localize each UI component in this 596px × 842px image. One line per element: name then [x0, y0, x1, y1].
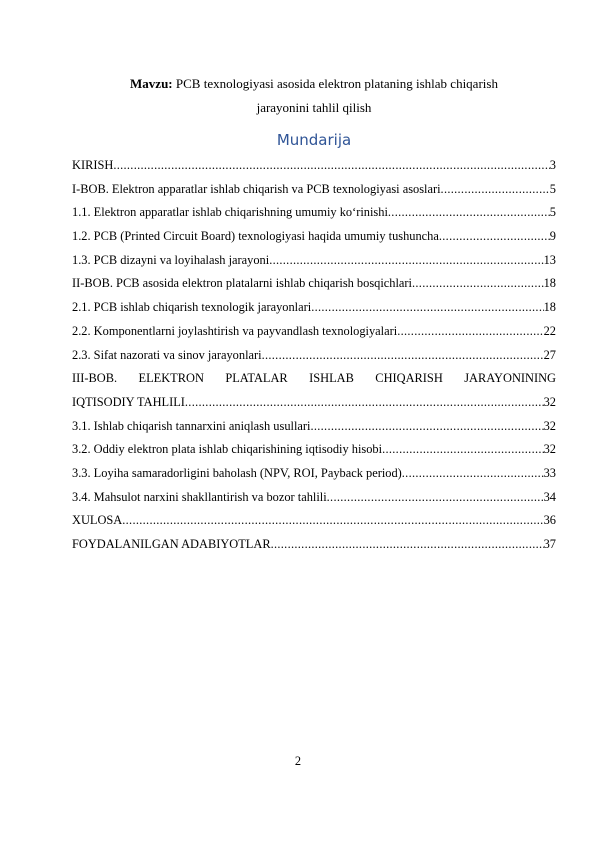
toc-entry-title: 3.1. Ishlab chiqarish tannarxini aniqlash usullari: [72, 418, 311, 433]
toc-entry-3-4[interactable]: [72, 486, 556, 510]
toc-leader-dots: [439, 225, 550, 249]
toc-entry-page: 9: [549, 229, 556, 244]
toc-entry-1-2[interactable]: [72, 225, 556, 249]
toc-entry-title: 3.2. Oddiy elektron plata ishlab chiqarishining iqtisodiy hisobi: [72, 442, 383, 457]
toc-entry-title: 2.1. PCB ishlab chiqarish texnologik jarayonlari: [72, 300, 312, 315]
toc-entry-title: III-BOB. ELEKTRON PLATALAR ISHLAB CHIQARISH JARAYONINING: [72, 371, 556, 386]
toc-entry-2-3[interactable]: [72, 344, 556, 368]
toc-leader-dots: [412, 272, 544, 296]
toc-entry-references[interactable]: [72, 533, 556, 557]
toc-leader-dots: [262, 344, 544, 368]
toc-entry-chapter-3-line-1[interactable]: [72, 367, 556, 391]
toc-entry-3-1[interactable]: [72, 415, 556, 439]
toc-entry-2-1[interactable]: [72, 296, 556, 320]
toc-leader-dots: [388, 201, 550, 225]
toc-leader-dots: [122, 509, 543, 533]
document-subject: [72, 72, 556, 120]
toc-entry-page: 34: [543, 489, 556, 504]
toc-leader-dots: [185, 391, 544, 415]
subject-label: Mavzu:: [130, 76, 173, 91]
toc-leader-dots: [441, 178, 550, 202]
toc-entry-title: 2.3. Sifat nazorati va sinov jarayonlari: [72, 347, 262, 362]
toc-leader-dots: [382, 438, 544, 462]
toc-entry-title: 1.1. Elektron apparatlar ishlab chiqarishning umumiy ko‘rinishi: [72, 205, 388, 220]
toc-leader-dots: [397, 320, 543, 344]
toc-entry-page: 5: [549, 181, 556, 196]
toc-entry-title: 1.2. PCB (Printed Circuit Board) texnologiyasi haqida umumiy tushuncha: [72, 229, 439, 244]
toc-entry-page: 18: [543, 300, 556, 315]
toc-leader-dots: [113, 154, 549, 178]
toc-entry-page: 32: [543, 394, 556, 409]
toc-leader-dots: [310, 415, 543, 439]
toc-entry-1-1[interactable]: [72, 201, 556, 225]
subject-line-1: [72, 72, 556, 96]
toc-entry-xulosa[interactable]: [72, 509, 556, 533]
toc-entry-title: 2.2. Komponentlarni joylashtirish va payvandlash texnologiyalari: [72, 323, 398, 338]
toc-entry-title: KIRISH: [72, 158, 114, 172]
toc-entry-chapter-1[interactable]: [72, 178, 556, 202]
toc-entry-page: 3: [549, 158, 556, 172]
toc-entry-title: 1.3. PCB dizayni va loyihalash jarayoni: [72, 252, 270, 267]
toc-entry-2-2[interactable]: [72, 320, 556, 344]
toc-entry-title: FOYDALANILGAN ADABIYOTLAR: [72, 537, 271, 551]
toc-leader-dots: [327, 486, 544, 510]
toc-entry-title: XULOSA: [72, 513, 123, 528]
toc-entry-3-2[interactable]: [72, 438, 556, 462]
toc-entry-page: 5: [549, 205, 556, 220]
subject-line-2: jarayonini tahlil qilish: [256, 100, 372, 115]
page-number: 2: [294, 754, 302, 768]
toc-entry-title: I-BOB. Elektron apparatlar ishlab chiqarish va PCB texnologiyasi asoslari: [72, 181, 441, 196]
table-of-contents: [72, 154, 556, 557]
toc-entry-page: 33: [543, 465, 556, 480]
toc-entry-page: 32: [543, 418, 556, 433]
toc-entry-page: 36: [543, 513, 556, 528]
contents-title: Mundarija: [276, 131, 352, 149]
toc-entry-3-3[interactable]: [72, 462, 556, 486]
toc-entry-page: 22: [543, 323, 556, 338]
toc-entry-1-3[interactable]: [72, 249, 556, 273]
toc-entry-page: 18: [543, 276, 556, 291]
toc-leader-dots: [402, 462, 544, 486]
toc-entry-page: 32: [543, 442, 556, 457]
subject-text-1: PCB texnologiyasi asosida elektron plataning ishlab chiqarish: [175, 76, 498, 91]
toc-leader-dots: [271, 533, 544, 557]
toc-entry-title: 3.4. Mahsulot narxini shakllantirish va bozor tahlili: [72, 489, 327, 504]
toc-leader-dots: [269, 249, 543, 273]
toc-entry-kirish[interactable]: [72, 154, 556, 178]
toc-entry-title: II-BOB. PCB asosida elektron platalarni ishlab chiqarish bosqichlari: [72, 276, 412, 291]
toc-entry-title: 3.3. Loyiha samaradorligini baholash (NPV, ROI, Payback period): [72, 465, 402, 480]
toc-entry-chapter-2[interactable]: [72, 272, 556, 296]
toc-entry-page: 27: [543, 347, 556, 362]
toc-entry-page: 13: [543, 252, 556, 267]
toc-entry-chapter-3-line-2[interactable]: [72, 391, 556, 415]
toc-entry-title: IQTISODIY TAHLILI: [72, 394, 185, 409]
toc-entry-page: 37: [543, 537, 556, 551]
toc-leader-dots: [311, 296, 543, 320]
